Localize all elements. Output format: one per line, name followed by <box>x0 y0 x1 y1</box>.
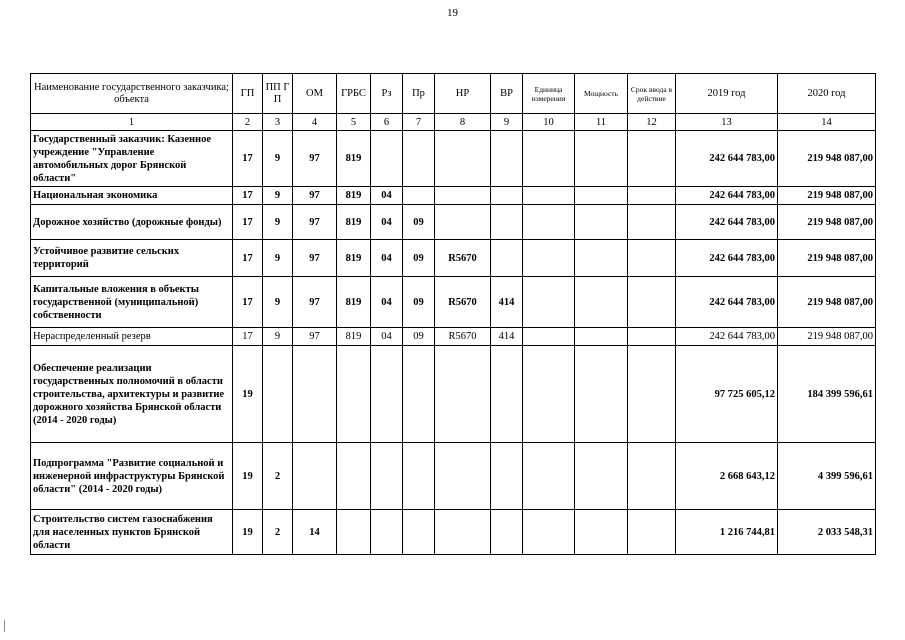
cell-power <box>575 131 628 187</box>
cell-om <box>293 443 337 510</box>
cell-unit <box>523 240 575 277</box>
table-row <box>31 205 876 240</box>
col-header-vr: ВР <box>491 74 523 114</box>
cell-grbs <box>337 443 371 510</box>
cell-grbs: 819 <box>337 131 371 187</box>
cell-vr: 414 <box>491 277 523 328</box>
cell-nr <box>435 346 491 443</box>
cell-pr: 09 <box>403 328 435 346</box>
cell-ppgp: 9 <box>263 205 293 240</box>
cell-unit <box>523 346 575 443</box>
row-name: Национальная экономика <box>31 187 233 205</box>
cell-pr <box>403 443 435 510</box>
cell-om: 14 <box>293 510 337 555</box>
cell-unit <box>523 328 575 346</box>
cell-term <box>628 510 676 555</box>
row-name: Дорожное хозяйство (дорожные фонды) <box>31 205 233 240</box>
cell-gp: 17 <box>233 328 263 346</box>
column-number-row <box>31 114 876 131</box>
cell-gp: 19 <box>233 346 263 443</box>
cell-2020: 2 033 548,31 <box>778 510 876 555</box>
cell-2020: 4 399 596,61 <box>778 443 876 510</box>
cell-gp: 19 <box>233 510 263 555</box>
cell-om: 97 <box>293 131 337 187</box>
cell-rz: 04 <box>371 205 403 240</box>
table-row <box>31 510 876 555</box>
cell-gp: 17 <box>233 205 263 240</box>
cell-om <box>293 346 337 443</box>
cell-vr <box>491 205 523 240</box>
cell-unit <box>523 277 575 328</box>
column-number: 5 <box>337 114 371 131</box>
cell-2020: 219 948 087,00 <box>778 277 876 328</box>
cell-term <box>628 187 676 205</box>
col-header-rz: Рз <box>371 74 403 114</box>
cell-grbs <box>337 510 371 555</box>
cell-ppgp: 9 <box>263 328 293 346</box>
cell-power <box>575 277 628 328</box>
cell-rz: 04 <box>371 187 403 205</box>
cell-2020: 219 948 087,00 <box>778 240 876 277</box>
cell-term <box>628 205 676 240</box>
cell-vr <box>491 187 523 205</box>
cell-pr <box>403 187 435 205</box>
cell-pr <box>403 510 435 555</box>
col-header-nr: НР <box>435 74 491 114</box>
cell-vr <box>491 240 523 277</box>
column-number: 2 <box>233 114 263 131</box>
cell-om: 97 <box>293 205 337 240</box>
row-name: Нераспределенный резерв <box>31 328 233 346</box>
col-header-2020: 2020 год <box>778 74 876 114</box>
col-header-ppgp: ПП Г П <box>263 74 293 114</box>
cell-nr <box>435 187 491 205</box>
column-number: 9 <box>491 114 523 131</box>
column-number: 1 <box>31 114 233 131</box>
cell-2019: 242 644 783,00 <box>676 240 778 277</box>
column-number: 7 <box>403 114 435 131</box>
table-row <box>31 443 876 510</box>
cell-power <box>575 240 628 277</box>
cell-term <box>628 240 676 277</box>
cell-ppgp: 9 <box>263 131 293 187</box>
cell-nr <box>435 131 491 187</box>
header-row <box>31 74 876 114</box>
cell-rz: 04 <box>371 328 403 346</box>
col-header-pr: Пр <box>403 74 435 114</box>
cell-2020: 219 948 087,00 <box>778 205 876 240</box>
col-header-name: Наименование государственного заказчика; объекта <box>31 74 233 114</box>
budget-table <box>30 73 876 555</box>
cell-rz <box>371 131 403 187</box>
cell-2020: 219 948 087,00 <box>778 187 876 205</box>
cell-rz <box>371 510 403 555</box>
cell-rz <box>371 346 403 443</box>
cell-term <box>628 277 676 328</box>
column-number: 3 <box>263 114 293 131</box>
cell-gp: 17 <box>233 277 263 328</box>
table-row <box>31 277 876 328</box>
cell-nr: R5670 <box>435 240 491 277</box>
cell-pr: 09 <box>403 240 435 277</box>
cell-nr: R5670 <box>435 328 491 346</box>
row-name: Подпрограмма "Развитие социальной и инженерной инфраструктуры Брянской области" (2014 - 2020 годы) <box>31 443 233 510</box>
cell-unit <box>523 205 575 240</box>
cell-power <box>575 187 628 205</box>
cell-gp: 17 <box>233 240 263 277</box>
cell-vr <box>491 131 523 187</box>
cell-power <box>575 205 628 240</box>
cell-rz: 04 <box>371 240 403 277</box>
cell-2020: 219 948 087,00 <box>778 131 876 187</box>
cell-grbs <box>337 346 371 443</box>
cell-term <box>628 131 676 187</box>
cell-unit <box>523 187 575 205</box>
cell-gp: 19 <box>233 443 263 510</box>
column-number: 14 <box>778 114 876 131</box>
cell-pr <box>403 131 435 187</box>
cell-om: 97 <box>293 187 337 205</box>
cell-unit <box>523 131 575 187</box>
cell-om: 97 <box>293 277 337 328</box>
cell-2019: 242 644 783,00 <box>676 277 778 328</box>
cell-ppgp <box>263 346 293 443</box>
row-name: Строительство систем газоснабжения для населенных пунктов Брянской области <box>31 510 233 555</box>
cell-power <box>575 510 628 555</box>
cell-power <box>575 346 628 443</box>
cell-2019: 97 725 605,12 <box>676 346 778 443</box>
column-number: 10 <box>523 114 575 131</box>
column-number: 11 <box>575 114 628 131</box>
col-header-grbs: ГРБС <box>337 74 371 114</box>
cell-nr <box>435 205 491 240</box>
cell-vr <box>491 510 523 555</box>
col-header-gp: ГП <box>233 74 263 114</box>
row-name: Государственный заказчик: Казенное учреждение "Управление автомобильных дорог Брянской области" <box>31 131 233 187</box>
cell-pr: 09 <box>403 277 435 328</box>
cell-vr <box>491 443 523 510</box>
cell-ppgp: 9 <box>263 240 293 277</box>
cell-grbs: 819 <box>337 205 371 240</box>
cell-2019: 242 644 783,00 <box>676 131 778 187</box>
cell-term <box>628 328 676 346</box>
cell-2019: 242 644 783,00 <box>676 187 778 205</box>
cell-vr <box>491 346 523 443</box>
table-row <box>31 240 876 277</box>
cell-nr <box>435 510 491 555</box>
cell-rz: 04 <box>371 277 403 328</box>
table-row <box>31 131 876 187</box>
cell-2019: 1 216 744,81 <box>676 510 778 555</box>
col-header-term: Срок ввода в действие <box>628 74 676 114</box>
cell-grbs: 819 <box>337 328 371 346</box>
cell-term <box>628 346 676 443</box>
col-header-unit: Единица измерения <box>523 74 575 114</box>
cell-ppgp: 2 <box>263 443 293 510</box>
cell-grbs: 819 <box>337 277 371 328</box>
cell-nr: R5670 <box>435 277 491 328</box>
cell-rz <box>371 443 403 510</box>
cell-ppgp: 9 <box>263 187 293 205</box>
cell-2019: 2 668 643,12 <box>676 443 778 510</box>
cell-2019: 242 644 783,00 <box>676 328 778 346</box>
cell-om: 97 <box>293 240 337 277</box>
cell-grbs: 819 <box>337 240 371 277</box>
cell-nr <box>435 443 491 510</box>
table-row <box>31 328 876 346</box>
cell-2020: 219 948 087,00 <box>778 328 876 346</box>
cell-ppgp: 9 <box>263 277 293 328</box>
column-number: 4 <box>293 114 337 131</box>
column-number: 8 <box>435 114 491 131</box>
cell-gp: 17 <box>233 187 263 205</box>
row-name: Устойчивое развитие сельских территорий <box>31 240 233 277</box>
cell-2020: 184 399 596,61 <box>778 346 876 443</box>
table-row <box>31 187 876 205</box>
column-number: 12 <box>628 114 676 131</box>
row-name: Капитальные вложения в объекты государственной (муниципальной) собственности <box>31 277 233 328</box>
row-name: Обеспечение реализации государственных полномочий в области строительства, архитектуры и развитие дорожного хозяйства Брянской области (2014 - 2020 годы) <box>31 346 233 443</box>
cell-gp: 17 <box>233 131 263 187</box>
margin-mark <box>4 620 5 632</box>
cell-pr: 09 <box>403 205 435 240</box>
table-row <box>31 346 876 443</box>
cell-unit <box>523 443 575 510</box>
col-header-power: Мощность <box>575 74 628 114</box>
cell-term <box>628 443 676 510</box>
cell-unit <box>523 510 575 555</box>
cell-ppgp: 2 <box>263 510 293 555</box>
cell-2019: 242 644 783,00 <box>676 205 778 240</box>
cell-vr: 414 <box>491 328 523 346</box>
cell-power <box>575 328 628 346</box>
page-number: 19 <box>447 7 458 19</box>
column-number: 13 <box>676 114 778 131</box>
col-header-2019: 2019 год <box>676 74 778 114</box>
cell-grbs: 819 <box>337 187 371 205</box>
cell-pr <box>403 346 435 443</box>
cell-om: 97 <box>293 328 337 346</box>
cell-power <box>575 443 628 510</box>
col-header-om: ОМ <box>293 74 337 114</box>
column-number: 6 <box>371 114 403 131</box>
